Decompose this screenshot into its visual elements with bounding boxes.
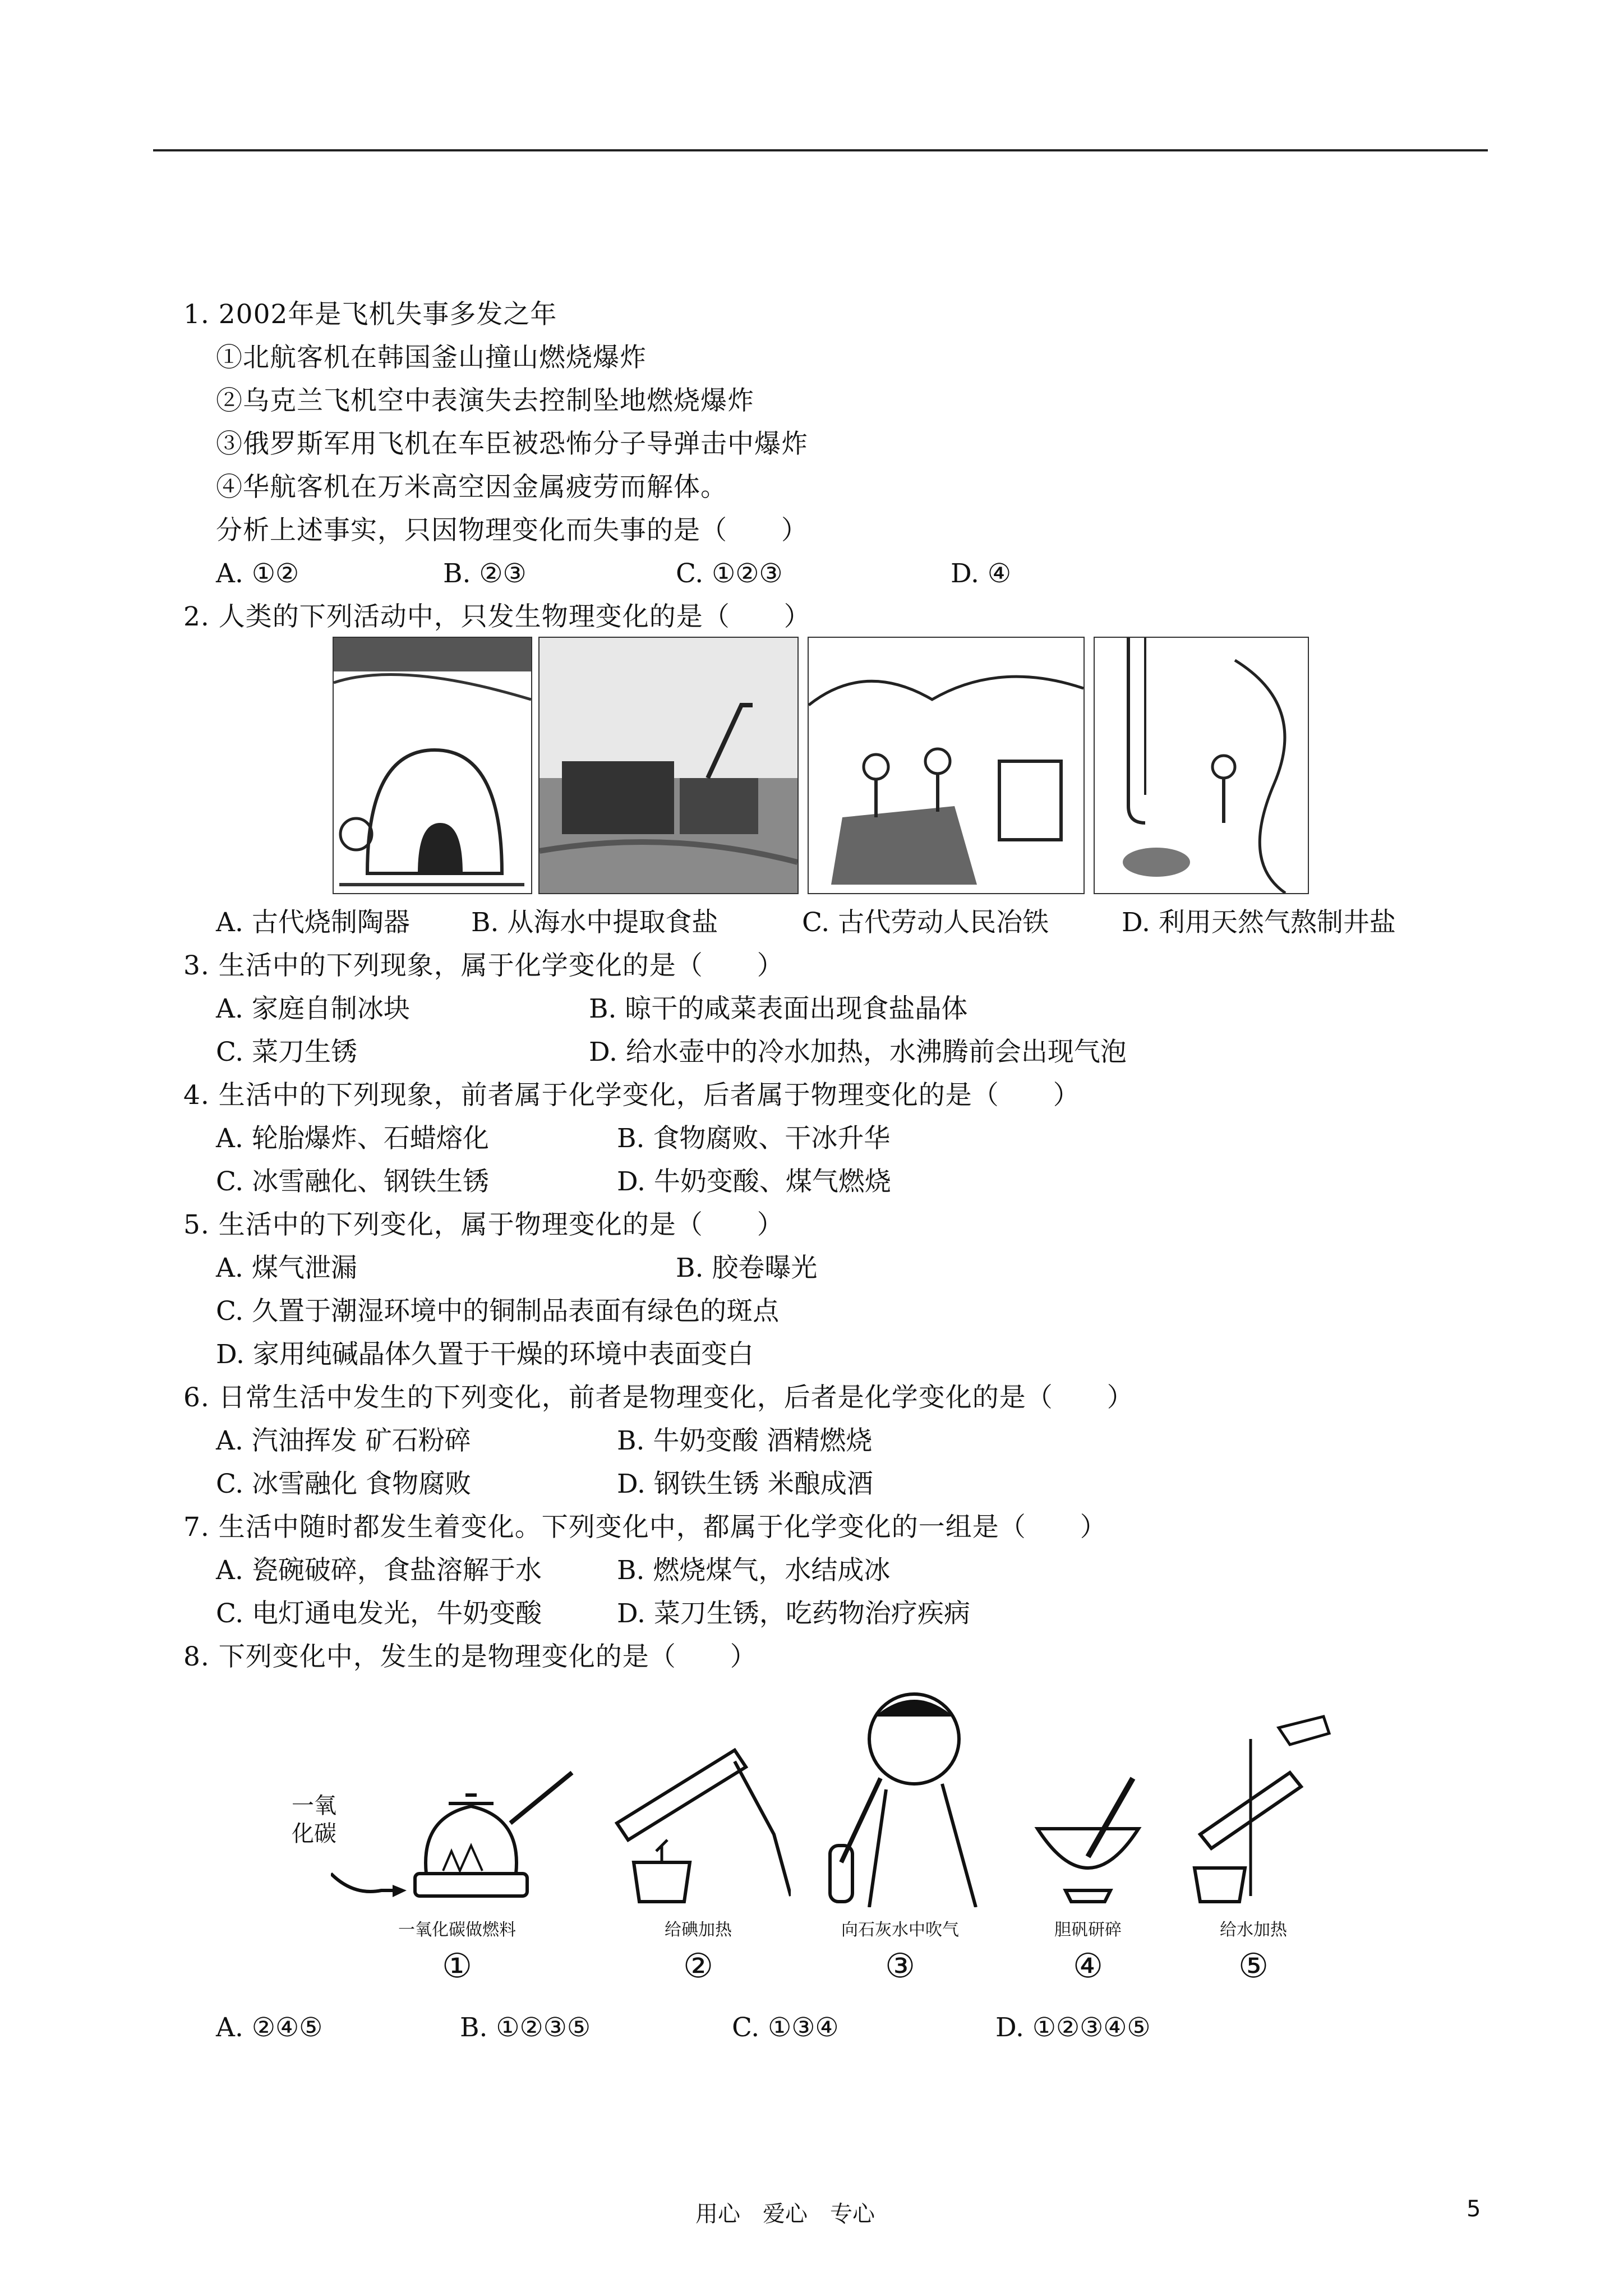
caption-5: 给水加热: [1220, 1920, 1287, 1940]
q1-option-a: A. ①②: [216, 558, 299, 589]
q8-option-a: A. ②④⑤: [216, 2012, 323, 2043]
q4-option-a: A. 轮胎爆炸、石蜡熔化: [216, 1123, 489, 1154]
figure-pottery: [333, 637, 532, 894]
q7-option-d: D. 菜刀生锈，吃药物治疗疾病: [617, 1598, 970, 1629]
q1-stem: 1. 2002年是飞机失事多发之年: [183, 299, 557, 330]
q4-option-d: D. 牛奶变酸、煤气燃烧: [617, 1166, 891, 1197]
figure-grind-bluevitriol: [1032, 1756, 1144, 1907]
q4-stem: 4. 生活中的下列现象，前者属于化学变化，后者属于物理变化的是（ ）: [183, 1080, 1080, 1111]
q6-option-c: C. 冰雪融化 食物腐败: [216, 1469, 472, 1499]
q5-option-b: B. 胶卷曝光: [676, 1253, 818, 1283]
q3-option-d: D. 给水壶中的冷水加热，水沸腾前会出现气泡: [589, 1037, 1127, 1068]
q7-option-c: C. 电灯通电发光，牛奶变酸: [216, 1598, 542, 1629]
q1-option-d: D. ④: [951, 558, 1012, 589]
co-label-line1: 一氧: [292, 1793, 336, 1819]
q1-question: 分析上述事实，只因物理变化而失事的是（ ）: [216, 515, 808, 546]
q5-stem: 5. 生活中的下列变化，属于物理变化的是（ ）: [183, 1209, 784, 1240]
q8-option-d: D. ①②③④⑤: [995, 2012, 1151, 2043]
q2-option-b: B. 从海水中提取食盐: [471, 907, 718, 938]
q2-option-d: D. 利用天然气熬制井盐: [1122, 907, 1396, 938]
q1-option-b: B. ②③: [443, 558, 527, 589]
q2-stem: 2. 人类的下列活动中，只发生物理变化的是（ ）: [183, 601, 811, 632]
q3-stem: 3. 生活中的下列现象，属于化学变化的是（ ）: [183, 950, 784, 981]
q5-option-a: A. 煤气泄漏: [216, 1253, 357, 1283]
q7-option-a: A. 瓷碗破碎，食盐溶解于水: [216, 1555, 542, 1586]
q7-option-b: B. 燃烧煤气，水结成冰: [617, 1555, 891, 1586]
q6-option-d: D. 钢铁生锈 米酿成酒: [617, 1469, 873, 1499]
q8-option-c: C. ①③④: [732, 2012, 839, 2043]
figure-number-3: ③: [885, 1947, 915, 1986]
figure-number-1: ①: [442, 1947, 472, 1986]
figure-heat-iodine: [606, 1733, 791, 1907]
caption-2: 给碘加热: [665, 1920, 732, 1940]
q2-option-a: A. 古代烧制陶器: [216, 907, 410, 938]
figure-number-5: ⑤: [1238, 1947, 1269, 1986]
figure-salt-works: [538, 637, 799, 894]
q3-option-b: B. 晾干的咸菜表面出现食盐晶体: [589, 993, 968, 1024]
q1-item-4: ④华航客机在万米高空因金属疲劳而解体。: [216, 472, 727, 503]
q1-item-3: ③俄罗斯军用飞机在车臣被恐怖分子导弹击中爆炸: [216, 429, 808, 459]
q4-option-c: C. 冰雪融化、钢铁生锈: [216, 1166, 490, 1197]
q8-option-b: B. ①②③⑤: [460, 2012, 591, 2043]
caption-1: 一氧化碳做燃料: [398, 1920, 516, 1940]
caption-3: 向石灰水中吹气: [841, 1920, 959, 1940]
figure-number-4: ④: [1073, 1947, 1103, 1986]
figure-well-salt: [1094, 637, 1309, 894]
figure-number-2: ②: [683, 1947, 713, 1986]
q6-option-b: B. 牛奶变酸 酒精燃烧: [617, 1425, 873, 1456]
figure-iron-smelting: [808, 637, 1085, 894]
header-rule: [153, 149, 1488, 151]
q8-stem: 8. 下列变化中，发生的是物理变化的是（ ）: [183, 1641, 757, 1672]
q5-option-c: C. 久置于潮湿环境中的铜制品表面有绿色的斑点: [216, 1296, 780, 1327]
footer-motto: 用心 爱心 专心: [695, 2201, 875, 2227]
figure-blow-limewater: [808, 1677, 993, 1907]
co-label-line2: 化碳: [292, 1821, 336, 1847]
q1-option-c: C. ①②③: [676, 558, 783, 589]
q4-option-b: B. 食物腐败、干冰升华: [617, 1123, 891, 1154]
q7-stem: 7. 生活中随时都发生着变化。下列变化中，都属于化学变化的一组是（ ）: [183, 1512, 1107, 1543]
q6-option-a: A. 汽油挥发 矿石粉碎: [216, 1425, 471, 1456]
q3-option-a: A. 家庭自制冰块: [216, 993, 410, 1024]
q5-option-d: D. 家用纯碱晶体久置于干燥的环境中表面变白: [216, 1339, 754, 1370]
figure-co-fuel: [331, 1750, 583, 1907]
q6-stem: 6. 日常生活中发生的下列变化，前者是物理变化，后者是化学变化的是（ ）: [183, 1382, 1134, 1413]
q2-option-c: C. 古代劳动人民冶铁: [802, 907, 1049, 938]
q1-item-2: ②乌克兰飞机空中表演失去控制坠地燃烧爆炸: [216, 385, 754, 416]
page-number: 5: [1467, 2196, 1481, 2222]
q1-item-1: ①北航客机在韩国釜山撞山燃烧爆炸: [216, 342, 647, 373]
caption-4: 胆矾研碎: [1054, 1920, 1122, 1940]
figure-heat-water: [1161, 1705, 1346, 1907]
q3-option-c: C. 菜刀生锈: [216, 1037, 358, 1068]
